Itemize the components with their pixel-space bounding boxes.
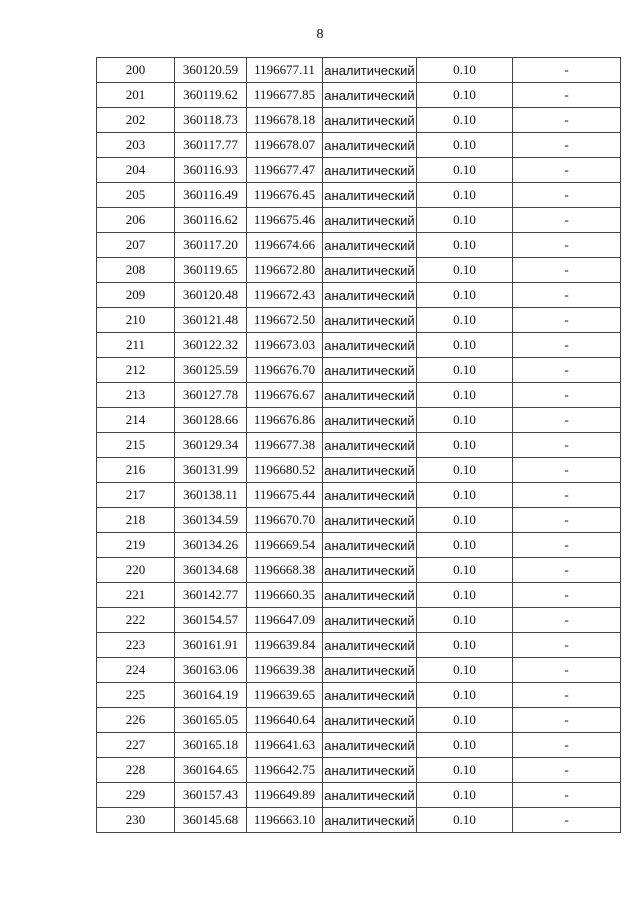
y-coordinate-cell: 1196678.07 — [247, 133, 323, 158]
y-coordinate-cell: 1196676.70 — [247, 358, 323, 383]
method-cell: аналитический — [323, 633, 417, 658]
point-number-cell: 219 — [97, 533, 175, 558]
table-row — [97, 708, 621, 733]
y-coordinate-cell: 1196678.18 — [247, 108, 323, 133]
accuracy-cell: 0.10 — [417, 683, 513, 708]
point-number-cell: 222 — [97, 608, 175, 633]
point-number-cell: 201 — [97, 83, 175, 108]
point-number-cell: 204 — [97, 158, 175, 183]
point-number-cell: 200 — [97, 58, 175, 83]
note-cell: - — [513, 333, 621, 358]
y-coordinate-cell: 1196641.63 — [247, 733, 323, 758]
note-cell: - — [513, 558, 621, 583]
point-number-cell: 203 — [97, 133, 175, 158]
y-coordinate-cell: 1196675.46 — [247, 208, 323, 233]
y-coordinate-cell: 1196676.86 — [247, 408, 323, 433]
accuracy-cell: 0.10 — [417, 158, 513, 183]
method-cell: аналитический — [323, 158, 417, 183]
note-cell: - — [513, 608, 621, 633]
y-coordinate-cell: 1196639.65 — [247, 683, 323, 708]
table-row — [97, 633, 621, 658]
table-row — [97, 258, 621, 283]
y-coordinate-cell: 1196672.80 — [247, 258, 323, 283]
table-row — [97, 558, 621, 583]
note-cell: - — [513, 133, 621, 158]
accuracy-cell: 0.10 — [417, 658, 513, 683]
note-cell: - — [513, 758, 621, 783]
note-cell: - — [513, 83, 621, 108]
table-row — [97, 83, 621, 108]
x-coordinate-cell: 360165.18 — [175, 733, 247, 758]
accuracy-cell: 0.10 — [417, 533, 513, 558]
method-cell: аналитический — [323, 58, 417, 83]
x-coordinate-cell: 360164.65 — [175, 758, 247, 783]
method-cell: аналитический — [323, 758, 417, 783]
y-coordinate-cell: 1196673.03 — [247, 333, 323, 358]
note-cell: - — [513, 208, 621, 233]
table-row — [97, 608, 621, 633]
method-cell: аналитический — [323, 133, 417, 158]
accuracy-cell: 0.10 — [417, 208, 513, 233]
note-cell: - — [513, 433, 621, 458]
method-cell: аналитический — [323, 733, 417, 758]
note-cell: - — [513, 483, 621, 508]
point-number-cell: 214 — [97, 408, 175, 433]
table-row — [97, 58, 621, 83]
x-coordinate-cell: 360145.68 — [175, 808, 247, 833]
table-row — [97, 208, 621, 233]
point-number-cell: 215 — [97, 433, 175, 458]
x-coordinate-cell: 360165.05 — [175, 708, 247, 733]
note-cell: - — [513, 58, 621, 83]
table-row — [97, 433, 621, 458]
point-number-cell: 211 — [97, 333, 175, 358]
accuracy-cell: 0.10 — [417, 183, 513, 208]
table-row — [97, 533, 621, 558]
y-coordinate-cell: 1196639.38 — [247, 658, 323, 683]
note-cell: - — [513, 508, 621, 533]
accuracy-cell: 0.10 — [417, 258, 513, 283]
table-row — [97, 233, 621, 258]
note-cell: - — [513, 108, 621, 133]
method-cell: аналитический — [323, 708, 417, 733]
x-coordinate-cell: 360118.73 — [175, 108, 247, 133]
coordinates-table-body — [97, 58, 621, 833]
method-cell: аналитический — [323, 583, 417, 608]
point-number-cell: 217 — [97, 483, 175, 508]
note-cell: - — [513, 658, 621, 683]
y-coordinate-cell: 1196677.11 — [247, 58, 323, 83]
x-coordinate-cell: 360128.66 — [175, 408, 247, 433]
method-cell: аналитический — [323, 508, 417, 533]
accuracy-cell: 0.10 — [417, 583, 513, 608]
note-cell: - — [513, 458, 621, 483]
x-coordinate-cell: 360142.77 — [175, 583, 247, 608]
note-cell: - — [513, 733, 621, 758]
accuracy-cell: 0.10 — [417, 608, 513, 633]
method-cell: аналитический — [323, 283, 417, 308]
x-coordinate-cell: 360117.77 — [175, 133, 247, 158]
x-coordinate-cell: 360163.06 — [175, 658, 247, 683]
point-number-cell: 209 — [97, 283, 175, 308]
x-coordinate-cell: 360129.34 — [175, 433, 247, 458]
point-number-cell: 216 — [97, 458, 175, 483]
method-cell: аналитический — [323, 183, 417, 208]
y-coordinate-cell: 1196663.10 — [247, 808, 323, 833]
note-cell: - — [513, 308, 621, 333]
accuracy-cell: 0.10 — [417, 733, 513, 758]
point-number-cell: 218 — [97, 508, 175, 533]
method-cell: аналитический — [323, 83, 417, 108]
table-row — [97, 458, 621, 483]
note-cell: - — [513, 158, 621, 183]
table-row — [97, 108, 621, 133]
accuracy-cell: 0.10 — [417, 558, 513, 583]
x-coordinate-cell: 360119.65 — [175, 258, 247, 283]
point-number-cell: 225 — [97, 683, 175, 708]
accuracy-cell: 0.10 — [417, 758, 513, 783]
table-row — [97, 733, 621, 758]
note-cell: - — [513, 683, 621, 708]
x-coordinate-cell: 360120.48 — [175, 283, 247, 308]
table-row — [97, 158, 621, 183]
y-coordinate-cell: 1196672.43 — [247, 283, 323, 308]
x-coordinate-cell: 360127.78 — [175, 383, 247, 408]
table-row — [97, 133, 621, 158]
accuracy-cell: 0.10 — [417, 133, 513, 158]
note-cell: - — [513, 533, 621, 558]
x-coordinate-cell: 360120.59 — [175, 58, 247, 83]
method-cell: аналитический — [323, 683, 417, 708]
method-cell: аналитический — [323, 258, 417, 283]
table-row — [97, 583, 621, 608]
x-coordinate-cell: 360119.62 — [175, 83, 247, 108]
y-coordinate-cell: 1196680.52 — [247, 458, 323, 483]
y-coordinate-cell: 1196642.75 — [247, 758, 323, 783]
table-row — [97, 683, 621, 708]
accuracy-cell: 0.10 — [417, 633, 513, 658]
y-coordinate-cell: 1196674.66 — [247, 233, 323, 258]
point-number-cell: 226 — [97, 708, 175, 733]
x-coordinate-cell: 360164.19 — [175, 683, 247, 708]
note-cell: - — [513, 408, 621, 433]
x-coordinate-cell: 360154.57 — [175, 608, 247, 633]
point-number-cell: 202 — [97, 108, 175, 133]
method-cell: аналитический — [323, 658, 417, 683]
note-cell: - — [513, 183, 621, 208]
x-coordinate-cell: 360131.99 — [175, 458, 247, 483]
table-row — [97, 658, 621, 683]
method-cell: аналитический — [323, 783, 417, 808]
y-coordinate-cell: 1196676.67 — [247, 383, 323, 408]
point-number-cell: 206 — [97, 208, 175, 233]
accuracy-cell: 0.10 — [417, 783, 513, 808]
point-number-cell: 224 — [97, 658, 175, 683]
y-coordinate-cell: 1196649.89 — [247, 783, 323, 808]
accuracy-cell: 0.10 — [417, 58, 513, 83]
x-coordinate-cell: 360116.49 — [175, 183, 247, 208]
x-coordinate-cell: 360134.59 — [175, 508, 247, 533]
x-coordinate-cell: 360116.62 — [175, 208, 247, 233]
note-cell: - — [513, 233, 621, 258]
x-coordinate-cell: 360117.20 — [175, 233, 247, 258]
accuracy-cell: 0.10 — [417, 483, 513, 508]
accuracy-cell: 0.10 — [417, 708, 513, 733]
point-number-cell: 205 — [97, 183, 175, 208]
accuracy-cell: 0.10 — [417, 108, 513, 133]
point-number-cell: 228 — [97, 758, 175, 783]
y-coordinate-cell: 1196677.47 — [247, 158, 323, 183]
point-number-cell: 227 — [97, 733, 175, 758]
accuracy-cell: 0.10 — [417, 333, 513, 358]
point-number-cell: 223 — [97, 633, 175, 658]
method-cell: аналитический — [323, 558, 417, 583]
point-number-cell: 208 — [97, 258, 175, 283]
note-cell: - — [513, 283, 621, 308]
y-coordinate-cell: 1196669.54 — [247, 533, 323, 558]
method-cell: аналитический — [323, 333, 417, 358]
accuracy-cell: 0.10 — [417, 283, 513, 308]
table-row — [97, 283, 621, 308]
accuracy-cell: 0.10 — [417, 83, 513, 108]
accuracy-cell: 0.10 — [417, 383, 513, 408]
table-row — [97, 358, 621, 383]
y-coordinate-cell: 1196672.50 — [247, 308, 323, 333]
y-coordinate-cell: 1196670.70 — [247, 508, 323, 533]
note-cell: - — [513, 583, 621, 608]
x-coordinate-cell: 360157.43 — [175, 783, 247, 808]
note-cell: - — [513, 258, 621, 283]
y-coordinate-cell: 1196660.35 — [247, 583, 323, 608]
point-number-cell: 230 — [97, 808, 175, 833]
note-cell: - — [513, 358, 621, 383]
page-number: 8 — [316, 27, 324, 42]
accuracy-cell: 0.10 — [417, 808, 513, 833]
point-number-cell: 213 — [97, 383, 175, 408]
point-number-cell: 229 — [97, 783, 175, 808]
point-number-cell: 207 — [97, 233, 175, 258]
table-row — [97, 308, 621, 333]
accuracy-cell: 0.10 — [417, 508, 513, 533]
accuracy-cell: 0.10 — [417, 433, 513, 458]
point-number-cell: 220 — [97, 558, 175, 583]
coordinates-table — [96, 57, 621, 833]
table-row — [97, 333, 621, 358]
method-cell: аналитический — [323, 208, 417, 233]
method-cell: аналитический — [323, 408, 417, 433]
x-coordinate-cell: 360161.91 — [175, 633, 247, 658]
method-cell: аналитический — [323, 608, 417, 633]
method-cell: аналитический — [323, 383, 417, 408]
accuracy-cell: 0.10 — [417, 408, 513, 433]
table-row — [97, 408, 621, 433]
table-row — [97, 183, 621, 208]
table-row — [97, 783, 621, 808]
note-cell: - — [513, 783, 621, 808]
method-cell: аналитический — [323, 458, 417, 483]
accuracy-cell: 0.10 — [417, 233, 513, 258]
table-row — [97, 383, 621, 408]
note-cell: - — [513, 383, 621, 408]
table-row — [97, 483, 621, 508]
x-coordinate-cell: 360125.59 — [175, 358, 247, 383]
table-row — [97, 758, 621, 783]
method-cell: аналитический — [323, 808, 417, 833]
accuracy-cell: 0.10 — [417, 358, 513, 383]
x-coordinate-cell: 360134.26 — [175, 533, 247, 558]
y-coordinate-cell: 1196675.44 — [247, 483, 323, 508]
y-coordinate-cell: 1196677.85 — [247, 83, 323, 108]
y-coordinate-cell: 1196639.84 — [247, 633, 323, 658]
point-number-cell: 210 — [97, 308, 175, 333]
y-coordinate-cell: 1196676.45 — [247, 183, 323, 208]
table-row — [97, 808, 621, 833]
y-coordinate-cell: 1196647.09 — [247, 608, 323, 633]
method-cell: аналитический — [323, 483, 417, 508]
y-coordinate-cell: 1196640.64 — [247, 708, 323, 733]
note-cell: - — [513, 633, 621, 658]
table-row — [97, 508, 621, 533]
y-coordinate-cell: 1196668.38 — [247, 558, 323, 583]
method-cell: аналитический — [323, 433, 417, 458]
accuracy-cell: 0.10 — [417, 308, 513, 333]
method-cell: аналитический — [323, 358, 417, 383]
method-cell: аналитический — [323, 233, 417, 258]
point-number-cell: 212 — [97, 358, 175, 383]
point-number-cell: 221 — [97, 583, 175, 608]
x-coordinate-cell: 360116.93 — [175, 158, 247, 183]
method-cell: аналитический — [323, 533, 417, 558]
method-cell: аналитический — [323, 108, 417, 133]
x-coordinate-cell: 360134.68 — [175, 558, 247, 583]
note-cell: - — [513, 808, 621, 833]
note-cell: - — [513, 708, 621, 733]
method-cell: аналитический — [323, 308, 417, 333]
y-coordinate-cell: 1196677.38 — [247, 433, 323, 458]
x-coordinate-cell: 360121.48 — [175, 308, 247, 333]
x-coordinate-cell: 360138.11 — [175, 483, 247, 508]
x-coordinate-cell: 360122.32 — [175, 333, 247, 358]
accuracy-cell: 0.10 — [417, 458, 513, 483]
